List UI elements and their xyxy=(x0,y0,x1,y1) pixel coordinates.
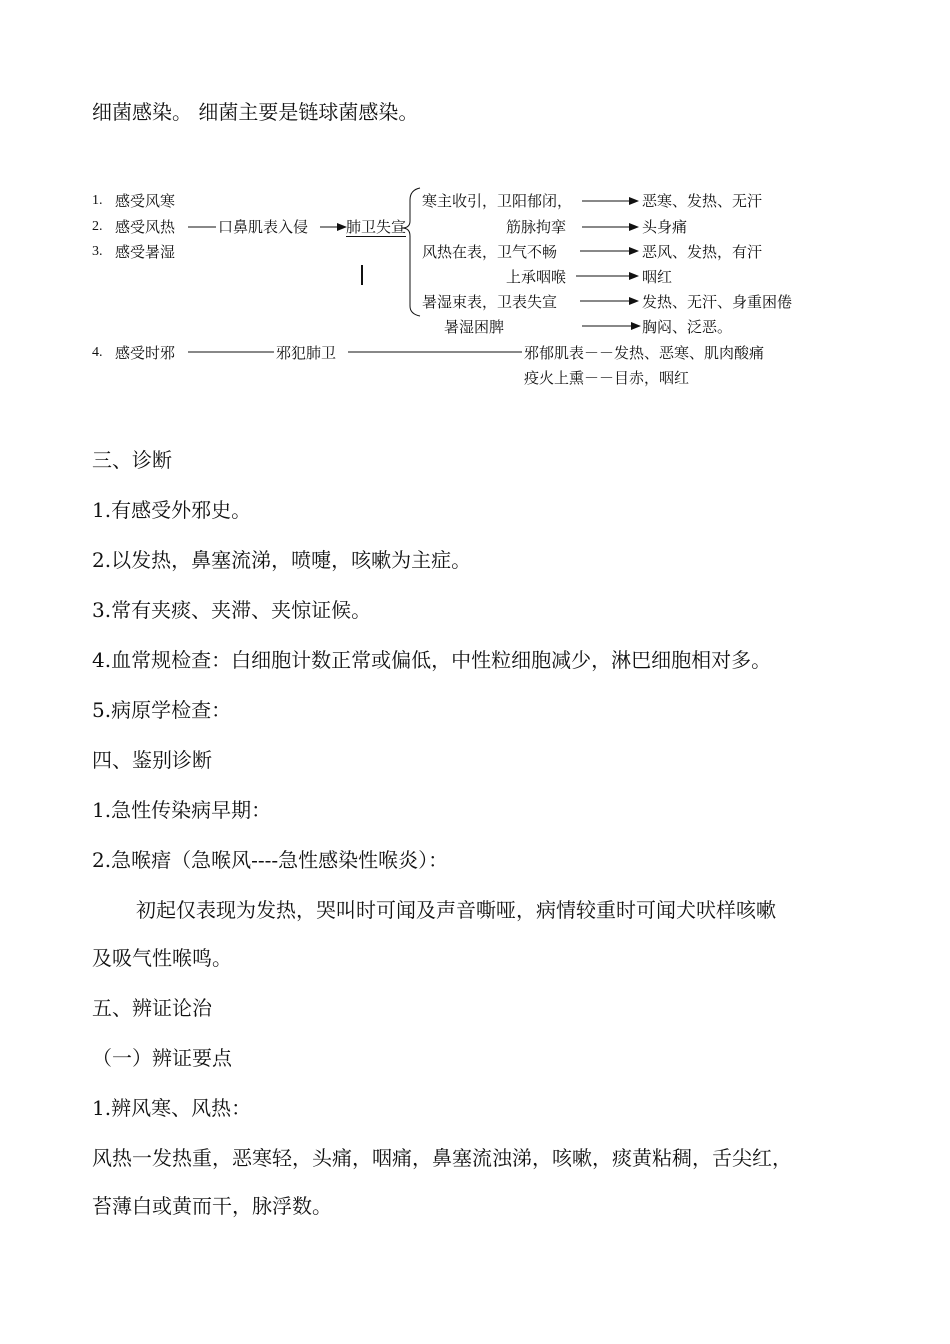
epidemic-outcome: 邪郁肌表－－发热、恶寒、肌肉酸痛 xyxy=(524,344,765,362)
branch-right: 恶风、发热，有汗 xyxy=(642,243,763,261)
list-item: 4.血常规检查：白细胞计数正常或偏低，中性粒细胞减少，淋巴细胞相对多。 xyxy=(92,648,772,672)
cause-label: 感受暑湿 xyxy=(115,243,176,261)
list-item: 3.常有夹痰、夹滞、夹惊证候。 xyxy=(92,598,372,622)
branch-left: 上承咽喉 xyxy=(506,268,567,286)
branch-right: 头身痛 xyxy=(642,218,688,236)
paragraph-line: 初起仅表现为发热，哭叫时可闻及声音嘶哑，病情较重时可闻犬吠样咳嗽 xyxy=(136,898,776,922)
branch-right: 胸闷、泛恶。 xyxy=(642,318,733,336)
epidemic-mid: 邪犯肺卫 xyxy=(276,344,337,362)
paragraph-line: 及吸气性喉鸣。 xyxy=(92,946,232,970)
subsection-heading: （一）辨证要点 xyxy=(92,1046,232,1070)
branch-left: 暑湿困脾 xyxy=(444,318,505,336)
list-item: 2.以发热，鼻塞流涕，喷嚏，咳嗽为主症。 xyxy=(92,548,472,572)
list-item: 1.辨风寒、风热： xyxy=(92,1096,252,1120)
branch-right: 咽红 xyxy=(642,268,673,286)
list-item: 5.病原学检查： xyxy=(92,698,232,722)
cause-label: 感受时邪 xyxy=(115,344,176,362)
cause-num: 2. xyxy=(92,219,103,234)
brace xyxy=(402,188,420,316)
cause-num: 1. xyxy=(92,193,103,208)
branch-left: 暑湿束表，卫表失宣 xyxy=(422,293,558,311)
branch-left: 风热在表，卫气不畅 xyxy=(422,243,558,261)
branch-left: 寒主收引，卫阳郁闭， xyxy=(422,192,573,210)
cause-num: 3. xyxy=(92,244,103,259)
list-item: 1.有感受外邪史。 xyxy=(92,498,252,522)
section-heading: 四、鉴别诊断 xyxy=(92,748,212,772)
branch-right: 恶寒、发热、无汗 xyxy=(642,192,763,210)
paragraph-line: 风热一发热重，恶寒轻，头痛，咽痛，鼻塞流浊涕，咳嗽，痰黄粘稠，舌尖红， xyxy=(92,1146,792,1170)
branch-left: 筋脉拘挛 xyxy=(506,218,567,236)
path-end: 肺卫失宣 xyxy=(346,218,407,236)
section-heading: 五、辨证论治 xyxy=(92,996,212,1020)
path-mid: 口鼻肌表入侵 xyxy=(218,218,309,236)
intro-line: 细菌感染。 细菌主要是链球菌感染。 xyxy=(92,100,419,124)
cause-label: 感受风寒 xyxy=(115,192,176,210)
list-item: 2.急喉瘖（急喉风----急性感染性喉炎）： xyxy=(92,848,449,872)
cause-num: 4. xyxy=(92,345,103,360)
branch-right: 发热、无汗、身重困倦 xyxy=(642,293,793,311)
epidemic-outcome: 疫火上熏－－目赤，咽红 xyxy=(524,369,690,387)
cause-label: 感受风热 xyxy=(115,218,176,236)
list-item: 1.急性传染病早期： xyxy=(92,798,272,822)
section-heading: 三、诊断 xyxy=(92,448,172,472)
paragraph-line: 苔薄白或黄而干，脉浮数。 xyxy=(92,1194,332,1218)
